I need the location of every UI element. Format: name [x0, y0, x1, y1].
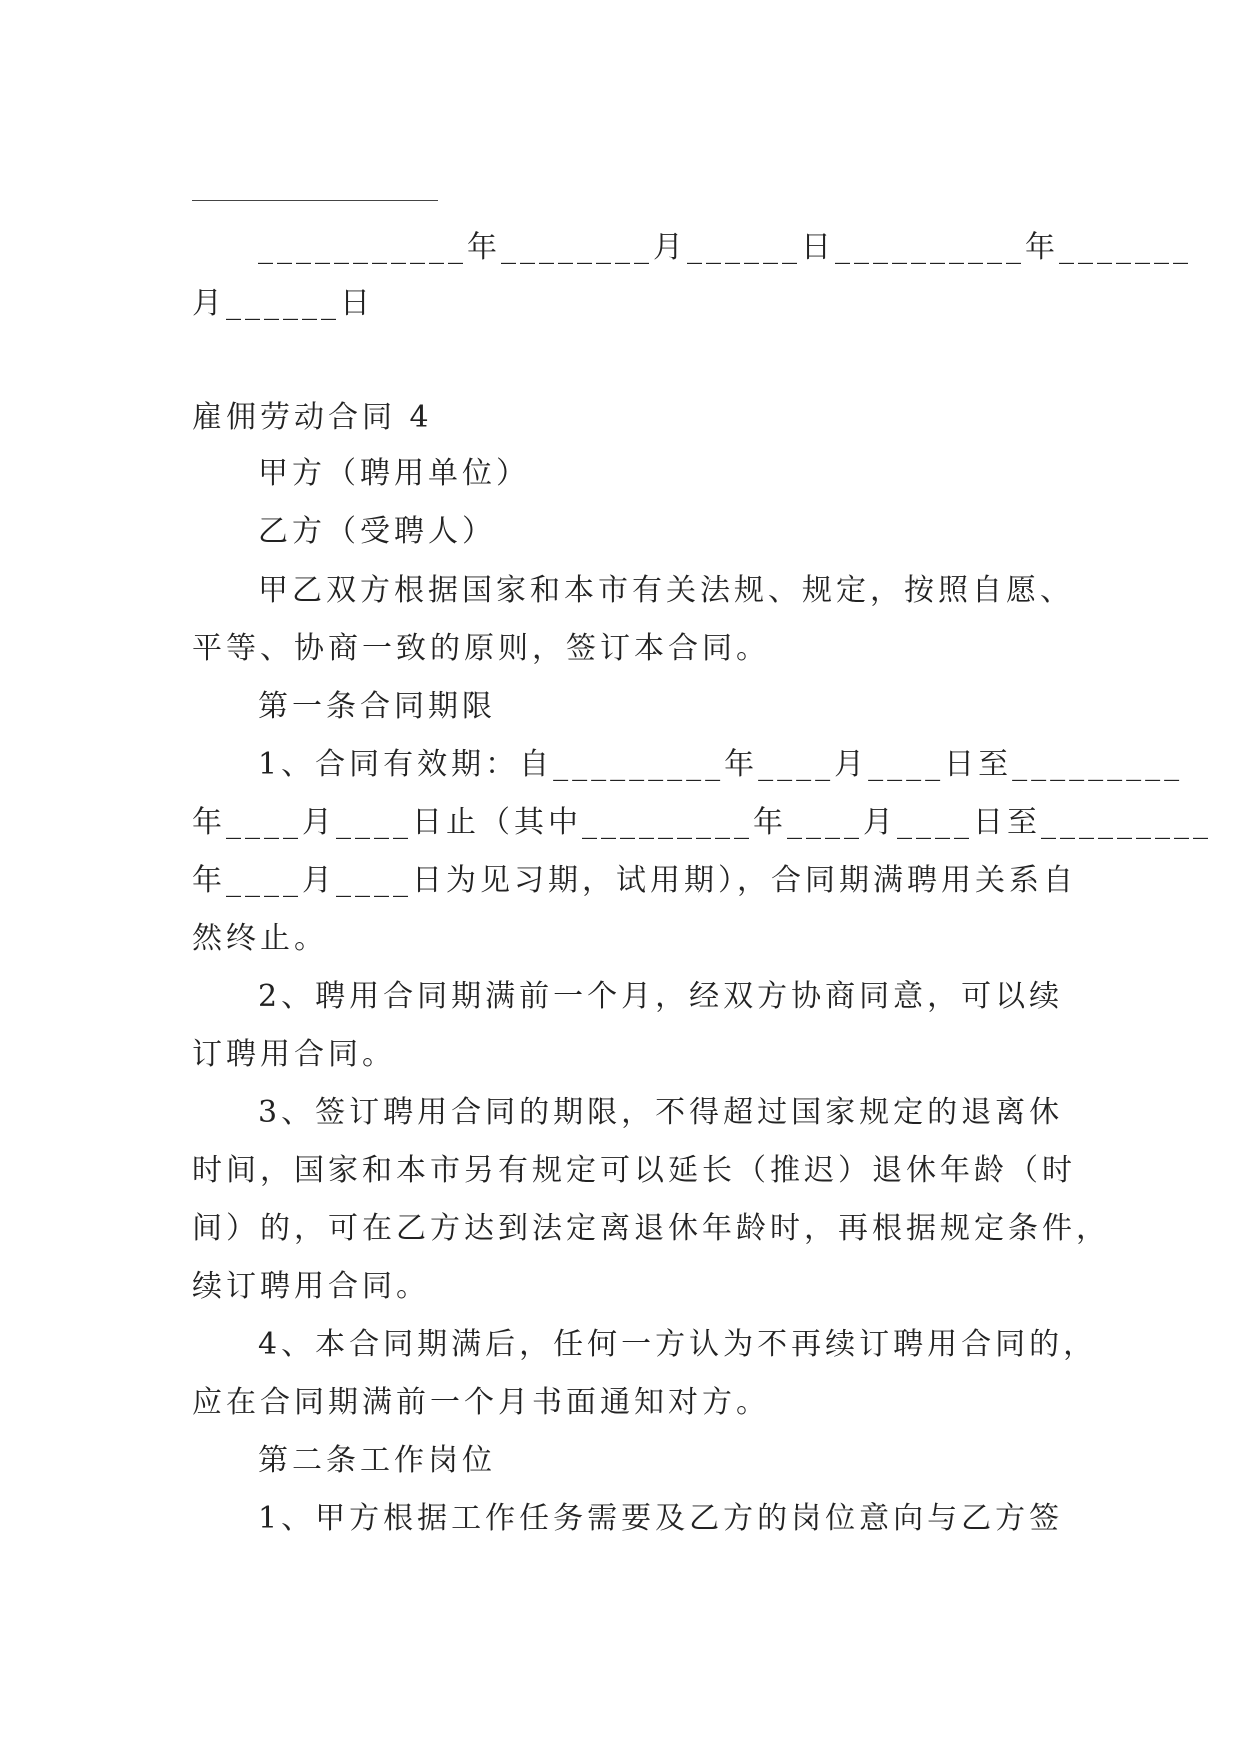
preamble-line: 甲乙双方根据国家和本市有关法规、规定，按照自愿、: [258, 573, 1074, 608]
contract-title: 雇佣劳动合同 4: [192, 400, 433, 435]
article-heading: 第二条工作岗位: [258, 1443, 496, 1478]
date-line: ___________年________月______日__________年_______: [258, 230, 1192, 265]
date-line-continued: 月______日: [192, 286, 374, 321]
clause-line: 订聘用合同。: [192, 1037, 396, 1072]
signature-line: [192, 200, 438, 201]
clause-line: 年____月____日为见习期，试用期），合同期满聘用关系自: [192, 863, 1077, 898]
clause-line: 1、合同有效期：自_________年____月____日至_________: [258, 747, 1184, 782]
clause-line: 时间，国家和本市另有规定可以延长（推迟）退休年龄（时: [192, 1153, 1076, 1188]
party-b: 乙方（受聘人）: [258, 514, 496, 549]
clause-line: 2、聘用合同期满前一个月，经双方协商同意，可以续: [258, 979, 1064, 1014]
preamble-line: 平等、协商一致的原则，签订本合同。: [192, 631, 770, 666]
clause-line: 1、甲方根据工作任务需要及乙方的岗位意向与乙方签: [258, 1501, 1064, 1536]
clause-line: 应在合同期满前一个月书面通知对方。: [192, 1385, 770, 1420]
party-a: 甲方（聘用单位）: [258, 456, 530, 491]
clause-line: 3、签订聘用合同的期限，不得超过国家规定的退离休: [258, 1095, 1064, 1130]
clause-line: 续订聘用合同。: [192, 1269, 430, 1304]
clause-line: 4、本合同期满后，任何一方认为不再续订聘用合同的，: [258, 1327, 1098, 1362]
clause-line: 间）的，可在乙方达到法定离退休年龄时，再根据规定条件，: [192, 1211, 1110, 1246]
clause-line: 然终止。: [192, 921, 328, 956]
article-heading: 第一条合同期限: [258, 689, 496, 724]
clause-line: 年____月____日止（其中_________年____月____日至_________: [192, 805, 1212, 840]
